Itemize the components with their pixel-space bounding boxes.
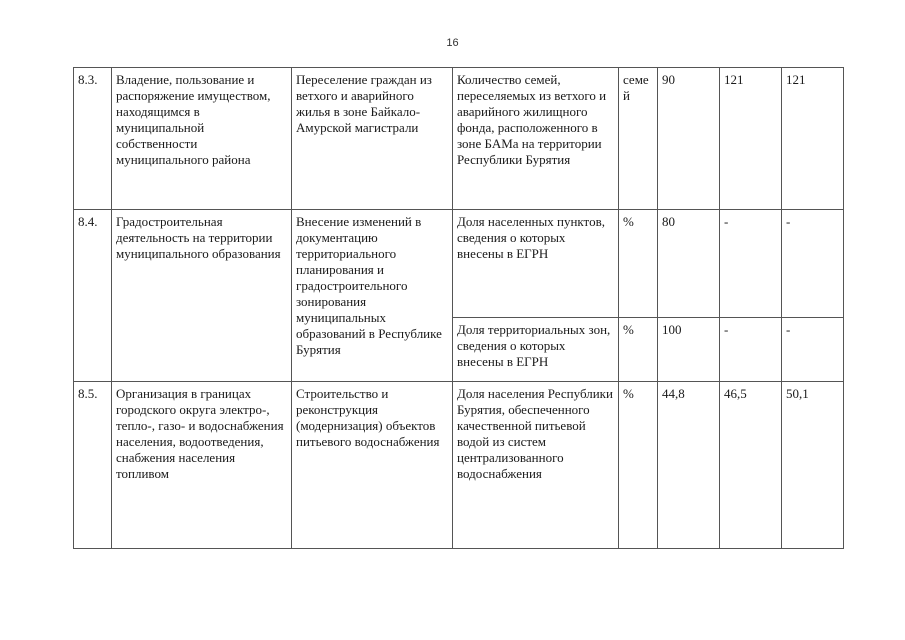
value-year-2: 46,5 bbox=[720, 382, 782, 549]
unit-of-measure: % bbox=[619, 382, 658, 549]
table-row bbox=[74, 210, 844, 318]
table-row bbox=[74, 382, 844, 549]
value-year-1: 90 bbox=[658, 68, 720, 210]
value-year-3: 121 bbox=[782, 68, 844, 210]
indicator-name: Доля населенных пунктов, сведения о которых внесены в ЕГРН bbox=[453, 210, 619, 318]
value-year-2: - bbox=[720, 318, 782, 382]
activity-area: Организация в границах городского округа электро-, тепло-, газо- и водоснабжения населения, водоотведения, снабжения населения топливом bbox=[112, 382, 292, 549]
measure-description: Переселение граждан из ветхого и аварийного жилья в зоне Байкало-Амурской магистрали bbox=[292, 68, 453, 210]
value-year-1: 80 bbox=[658, 210, 720, 318]
measure-description: Внесение изменений в документацию территориального планирования и градостроительного зонирования муниципальных образований в Республике Бурятия bbox=[292, 210, 453, 382]
indicator-name: Количество семей, переселяемых из ветхого и аварийного жилищного фонда, расположенного в зоне БАМа на территории Республики Бурятия bbox=[453, 68, 619, 210]
value-year-2: - bbox=[720, 210, 782, 318]
indicator-name: Доля территориальных зон, сведения о которых внесены в ЕГРН bbox=[453, 318, 619, 382]
table-row bbox=[74, 68, 844, 210]
measure-description: Строительство и реконструкция (модернизация) объектов питьевого водоснабжения bbox=[292, 382, 453, 549]
value-year-1: 44,8 bbox=[658, 382, 720, 549]
activity-area: Владение, пользование и распоряжение имуществом, находящимся в муниципальной собственности муниципального района bbox=[112, 68, 292, 210]
indicator-name: Доля населения Республики Бурятия, обеспеченного качественной питьевой водой из систем централизованного водоснабжения bbox=[453, 382, 619, 549]
unit-of-measure: % bbox=[619, 318, 658, 382]
value-year-3: 50,1 bbox=[782, 382, 844, 549]
indicators-table bbox=[73, 67, 844, 549]
value-year-1: 100 bbox=[658, 318, 720, 382]
unit-of-measure: % bbox=[619, 210, 658, 318]
page-number: 16 bbox=[446, 37, 459, 49]
value-year-3: - bbox=[782, 210, 844, 318]
value-year-2: 121 bbox=[720, 68, 782, 210]
row-number: 8.5. bbox=[74, 382, 112, 549]
value-year-3: - bbox=[782, 318, 844, 382]
row-number: 8.4. bbox=[74, 210, 112, 382]
activity-area: Градостроительная деятельность на территории муниципального образования bbox=[112, 210, 292, 382]
row-number: 8.3. bbox=[74, 68, 112, 210]
unit-of-measure: семей bbox=[619, 68, 658, 210]
